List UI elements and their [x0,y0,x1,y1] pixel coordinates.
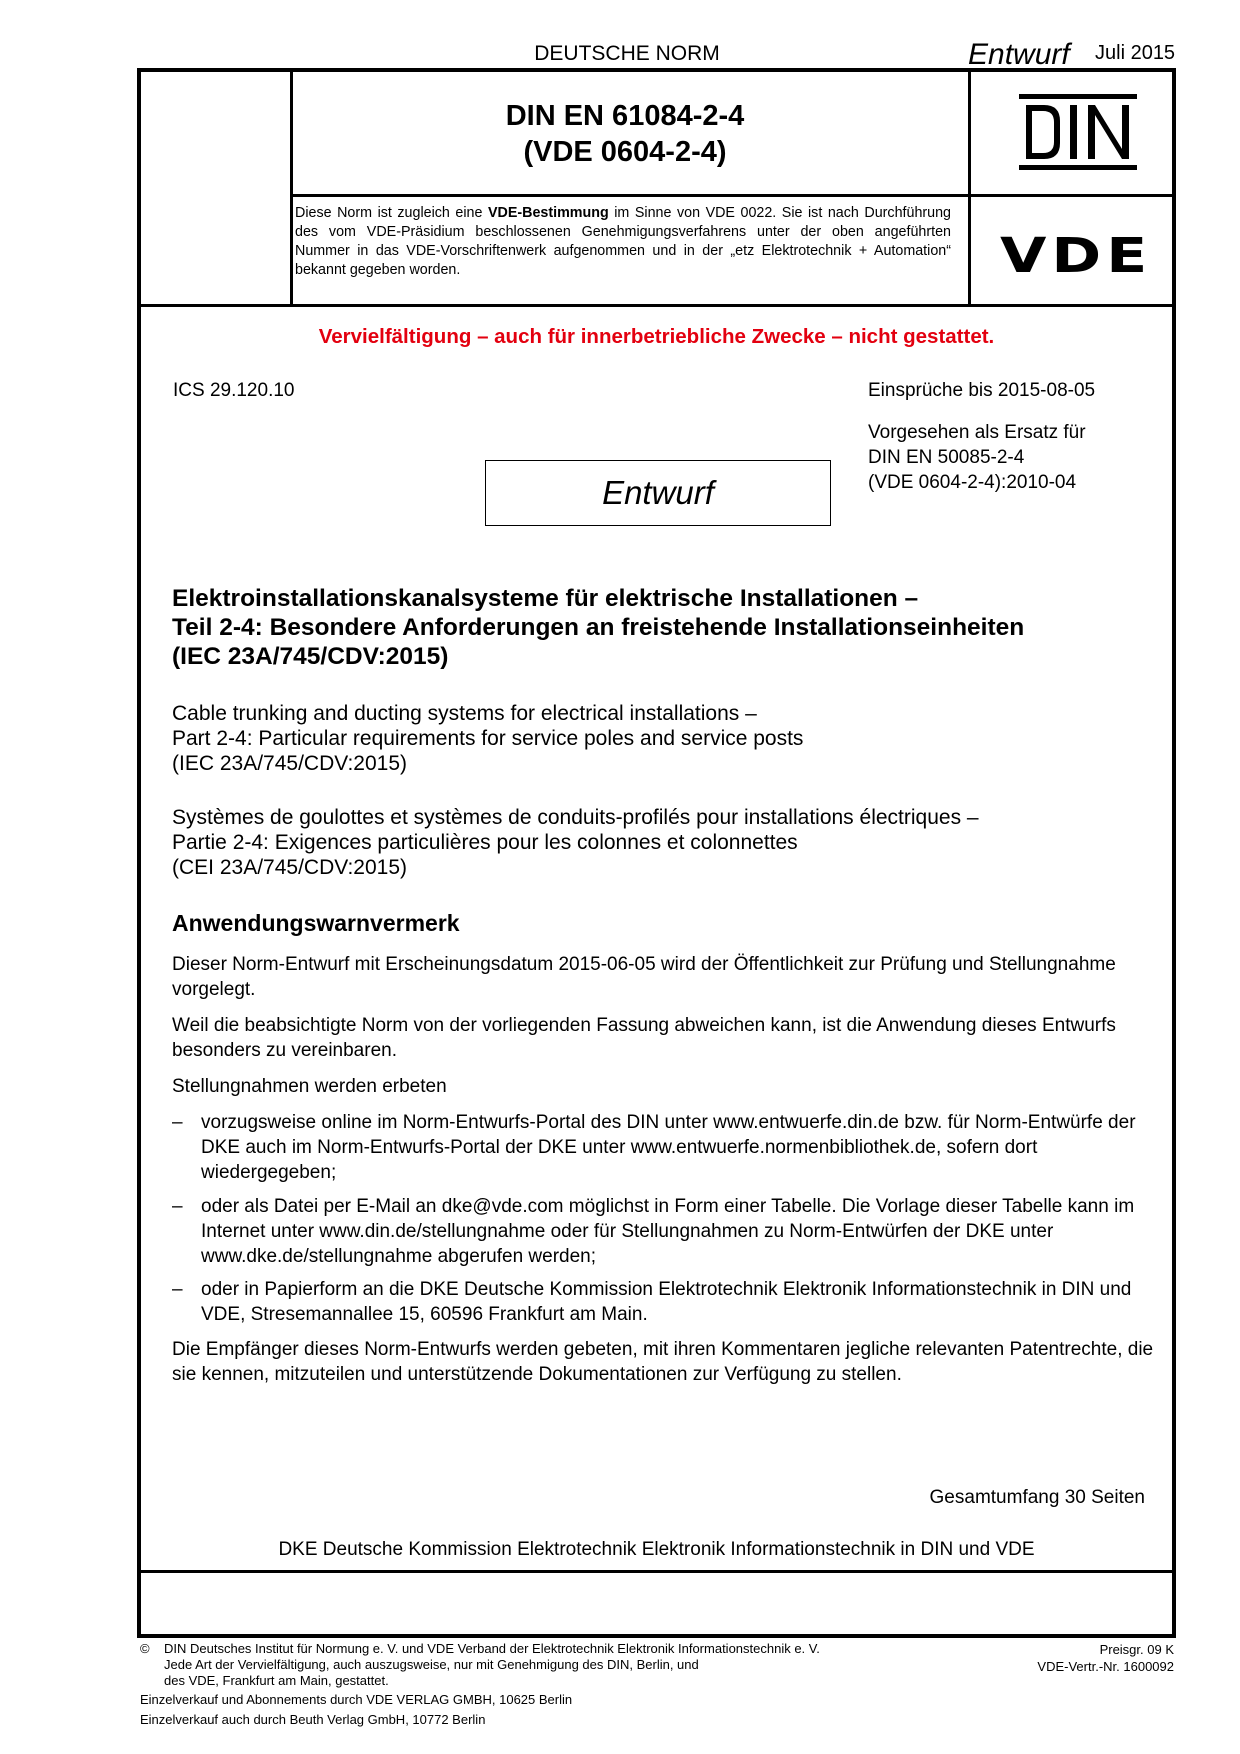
title-german-line2: Teil 2-4: Besondere Anforderungen an freistehende Installationseinheiten [172,614,1025,641]
frame-divider-right [968,72,971,305]
ics-code: ICS 29.120.10 [173,380,295,401]
title-english-line2: Part 2-4: Particular requirements for service poles and service posts [172,727,804,750]
document-number [290,98,960,170]
vde-distribution-number: VDE-Vertr.-Nr. 1600092 [1037,1659,1174,1674]
title-french-line2: Partie 2-4: Exigences particulières pour les colonnes et colonnettes [172,831,798,854]
vde-notice [295,204,951,280]
title-german [172,584,1152,671]
title-english-line1: Cable trunking and ducting systems for electrical installations – [172,702,757,725]
draft-status-label: Entwurf [968,38,1070,71]
replaces-line2: DIN EN 50085-2-4 [868,447,1025,468]
title-french [172,805,1152,880]
usage-warning-p3: Stellungnahmen werden erbeten [172,1076,447,1097]
usage-warning-p1: Dieser Norm-Entwurf mit Erscheinungsdatum 2015-06-05 wird der Öffentlichkeit zur Prüfung und Stellungnahme vorgelegt. [172,954,1116,1000]
list-item-text: vorzugsweise online im Norm-Entwurfs-Portal des DIN unter www.entwuerfe.din.de bzw. für Norm-Entwürfe der DKE auch im Norm-Entwurfs-Portal der DKE unter www.entwuerfe.normenbibliothek.de, sofern dort wiedergegeben; [201,1112,1136,1183]
copyright-line3: des VDE, Frankfurt am Main, gestattet. [164,1673,389,1688]
din-logo [1018,93,1138,171]
copyright-notice [164,1641,924,1689]
title-french-line3: (CEI 23A/745/CDV:2015) [172,856,408,879]
list-item-text: oder in Papierform an die DKE Deutsche Kommission Elektrotechnik Elektronik Informationstechnik in DIN und VDE, Stresemannallee 15, 60596 Frankfurt am Main. [201,1279,1132,1325]
sales-line2: Einzelverkauf auch durch Beuth Verlag GmbH, 10772 Berlin [140,1712,486,1727]
price-info [960,1641,1174,1675]
list-dash: – [172,1196,183,1217]
price-group: Preisgr. 09 K [1099,1642,1174,1657]
total-pages: Gesamtumfang 30 Seiten [929,1487,1145,1508]
frame-divider-h3 [141,1570,1176,1573]
frame-divider-h1 [290,194,1176,197]
sales-info [140,1690,572,1730]
sales-line1: Einzelverkauf und Abonnements durch VDE VERLAG GMBH, 10625 Berlin [140,1692,573,1707]
objection-deadline: Einsprüche bis 2015-08-05 [868,380,1096,401]
vde-notice-pre: Diese Norm ist zugleich eine [295,205,488,221]
frame-divider-h2 [141,304,1176,307]
draft-stamp: Entwurf [485,460,831,526]
vde-notice-post: im Sinne von VDE 0022. Sie ist nach Durchführung des vom VDE-Präsidium beschlossenen Genehmigungsverfahrens unter der oben angeführten Nummer in das VDE-Vorschriftenwerk aufgenommen und in der „etz Elektrotechnik + Automation“ bekannt gegeben worden. [295,205,952,278]
usage-warning-heading: Anwendungswarnvermerk [172,910,460,936]
list-item-text: oder als Datei per E-Mail an dke@vde.com möglichst in Form einer Tabelle. Die Vorlage dieser Tabelle kann im Internet unter www.din.de/stellungnahme oder für Stellungnahmen zu Norm-Entwürfen der DKE unter www.dke.de/stellungnahme abgerufen werden; [201,1196,1135,1267]
copyright-symbol: © [140,1641,150,1656]
copy-warning: Vervielfältigung – auch für innerbetriebliche Zwecke – nicht gestattet. [318,325,995,348]
dke-footer: DKE Deutsche Kommission Elektrotechnik Elektronik Informationstechnik in DIN und VDE [278,1539,1035,1560]
vde-logo: VDE [1000,228,1153,284]
replaces-info [868,420,1086,495]
issue-date: Juli 2015 [1095,42,1176,64]
copyright-line1: DIN Deutsches Institut für Normung e. V. und VDE Verband der Elektrotechnik Elektronik Informationstechnik e. V. [164,1641,820,1656]
title-german-line3: (IEC 23A/745/CDV:2015) [172,643,449,670]
list-dash: – [172,1279,183,1300]
title-french-line1: Systèmes de goulottes et systèmes de conduits-profilés pour installations électriques – [172,806,979,829]
replaces-line3: (VDE 0604-2-4):2010-04 [868,472,1077,493]
copyright-line2: Jede Art der Vervielfältigung, auch auszugsweise, nur mit Genehmigung des DIN, Berlin, und [164,1657,699,1672]
document-number-din: DIN EN 61084-2-4 [505,100,745,132]
title-english [172,701,1152,776]
usage-warning-p4: Die Empfänger dieses Norm-Entwurfs werden gebeten, mit ihren Kommentaren jegliche relevanten Patentrechte, die sie kennen, mitzuteilen und unterstützende Dokumentationen zur Verfügung zu stellen. [172,1339,1154,1385]
title-german-line1: Elektroinstallationskanalsysteme für elektrische Installationen – [172,585,919,612]
vde-notice-bold: VDE-Bestimmung [487,205,609,221]
list-dash: – [172,1112,183,1133]
norm-type-label: DEUTSCHE NORM [534,42,720,65]
title-english-line3: (IEC 23A/745/CDV:2015) [172,752,408,775]
usage-warning-p2: Weil die beabsichtigte Norm von der vorliegenden Fassung abweichen kann, ist die Anwendung dieses Entwurfs besonders zu vereinbaren. [172,1015,1116,1061]
replaces-line1: Vorgesehen als Ersatz für [868,422,1086,443]
document-number-vde: (VDE 0604-2-4) [523,136,727,168]
